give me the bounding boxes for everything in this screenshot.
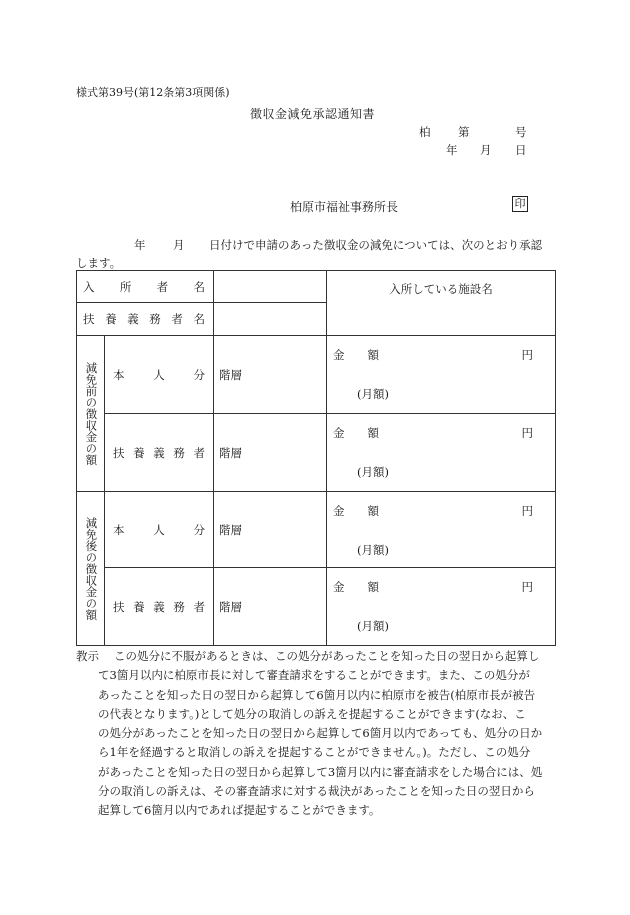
notice-line: 分の取消しの訴えは、その審査請求に対する裁決があったことを知った日の翌日から: [98, 784, 535, 799]
after-supporter-stratum: 階層: [214, 568, 327, 646]
date-year: 年: [446, 143, 458, 157]
facility-name-label: 入所している施設名: [327, 271, 556, 336]
after-reduction-label: 減免後の徴収金の額: [77, 492, 105, 646]
intro-rest: 日付けで申請のあった徴収金の減免については、次のとおり承認: [209, 238, 543, 252]
notice-line: の処分があったことを知った日の翌日から起算して6箇月以内であっても、処分の日か: [98, 726, 543, 741]
before-self-stratum: 階層: [214, 336, 327, 414]
before-supporter-stratum: 階層: [214, 414, 327, 492]
notice-line: 起算して6箇月以内であれば提起することができます。: [98, 803, 381, 818]
appeal-notice: [76, 647, 560, 821]
after-self-label: 本 人 分: [105, 492, 214, 568]
intro-month: 月: [173, 238, 185, 252]
doc-number-prefix: 柏: [419, 125, 431, 139]
doc-number-go: 号: [515, 125, 527, 139]
notice-line: があったことを知った日の翌日から起算して3箇月以内に審査請求をした場合には、処: [98, 764, 543, 779]
reduction-table: [76, 270, 556, 646]
notice-line: の代表となります。)として処分の取消しの訴えを提起することができます(なお、こ: [98, 706, 526, 721]
before-self-label: 本 人 分: [105, 336, 214, 414]
seal-mark: 印: [512, 196, 528, 212]
notice-line: ら1年を経過すると取消しの訴えを提起することができません。)。ただし、この処分: [98, 745, 531, 760]
intro-line-2: します。: [76, 256, 122, 270]
doc-number-dai: 第: [458, 125, 470, 139]
after-supporter-label: 扶 養 義 務 者: [105, 568, 214, 646]
intro-line-1: [76, 237, 554, 253]
after-self-amount: 金 額 円 (月額): [327, 492, 556, 568]
resident-name-label: 入 所 者 名: [77, 271, 214, 303]
before-supporter-label: 扶 養 義 務 者: [105, 414, 214, 492]
issuer-name: 柏原市福祉事務所長: [290, 200, 399, 214]
intro-year: 年: [134, 238, 146, 252]
form-number: 様式第39号(第12条第3項関係): [76, 86, 230, 99]
notice-heading: 教示: [76, 649, 99, 663]
after-supporter-amount: 金 額 円 (月額): [327, 568, 556, 646]
date-day: 日: [515, 143, 527, 157]
notice-line: あったことを知った日の翌日から起算して6箇月以内に柏原市を被告(柏原市長が被告: [98, 687, 536, 702]
date-month: 月: [480, 143, 492, 157]
supporter-name-label: 扶 養 義 務 者 名: [77, 303, 214, 336]
issue-date-line: [0, 142, 630, 158]
after-self-stratum: 階層: [214, 492, 327, 568]
notice-line: この処分に不服があるときは、この処分があったことを知った日の翌日から起算し: [114, 649, 540, 663]
before-reduction-label: 減免前の徴収金の額: [77, 336, 105, 492]
document-title: 徴収金減免承認通知書: [250, 107, 376, 121]
notice-line: て3箇月以内に柏原市長に対して審査請求をすることができます。また、この処分が: [98, 668, 530, 683]
supporter-name-field: [214, 303, 327, 336]
document-number-line: [0, 124, 630, 140]
resident-name-field: [214, 271, 327, 303]
before-self-amount: 金 額 円 (月額): [327, 336, 556, 414]
before-supporter-amount: 金 額 円 (月額): [327, 414, 556, 492]
